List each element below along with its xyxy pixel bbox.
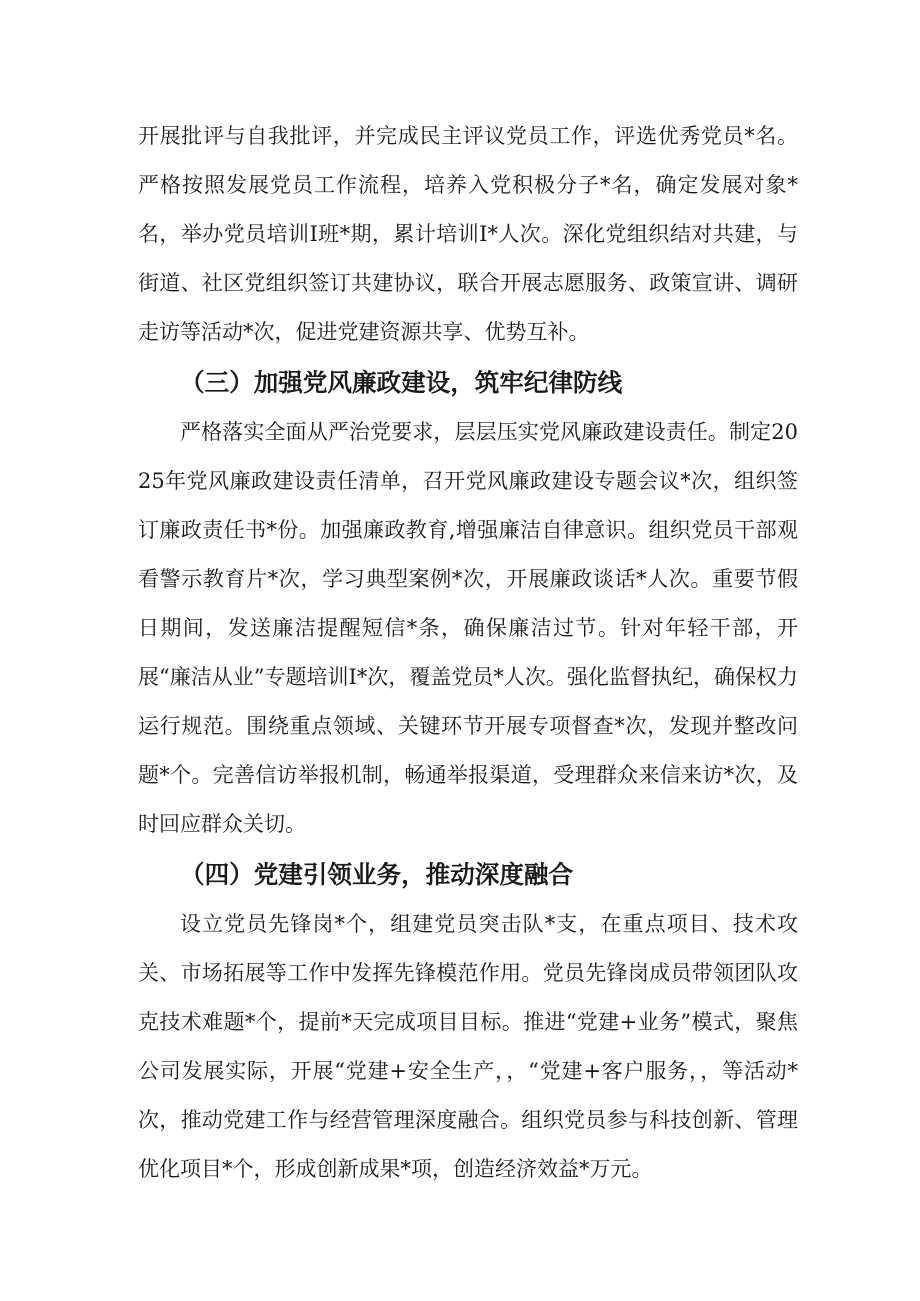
document-body <box>138 112 798 1194</box>
paragraph-integrity-building: 严格落实全面从严治党要求，层层压实党风廉政建设责任。制定2025年党风廉政建设责任清单，召开党风廉政建设专题会议*次，组织签订廉政责任书*份。加强廉政教育,增强廉洁自律意识。组织党员干部观看警示教育片*次，学习典型案例*次，开展廉政谈话*人次。重要节假日期间，发送廉洁提醒短信*条，确保廉洁过节。针对年轻干部，开展“廉洁从业”专题培训I*次，覆盖党员*人次。强化监督执纪，确保权力运行规范。围绕重点领域、关键环节开展专项督查*次，发现并整改问题*个。完善信访举报机制，畅通举报渠道，受理群众来信来访*次，及时回应群众关切。 <box>138 420 798 836</box>
paragraph-party-building-work: 开展批评与自我批评，并完成民主评议党员工作，评选优秀党员*名。严格按照发展党员工作流程，培养入党积极分子*名，确定发展对象*名，举办党员培训I班*期，累计培训I*人次。深化党组织结对共建，与街道、社区党组织签订共建协议，联合开展志愿服务、政策宣讲、调研走访等活动*次，促进党建资源共享、优势互补。 <box>138 124 798 344</box>
paragraph-party-business-integration: 设立党员先锋岗*个，组建党员突击队*支，在重点项目、技术攻关、市场拓展等工作中发挥先锋模范作用。党员先锋岗成员带领团队攻克技术难题*个，提前*天完成项目目标。推进“党建+业务”模式，聚焦公司发展实际，开展“党建+安全生产，，“党建+客户服务，，等活动*次，推动党建工作与经营管理深度融合。组织党员参与科技创新、管理优化项目*个，形成创新成果*项，创造经济效益*万元。 <box>138 912 798 1181</box>
section-heading-4: （四）党建引领业务，推动深度融合 <box>180 860 574 889</box>
section-heading-3: （三）加强党风廉政建设，筑牢纪律防线 <box>180 368 623 397</box>
